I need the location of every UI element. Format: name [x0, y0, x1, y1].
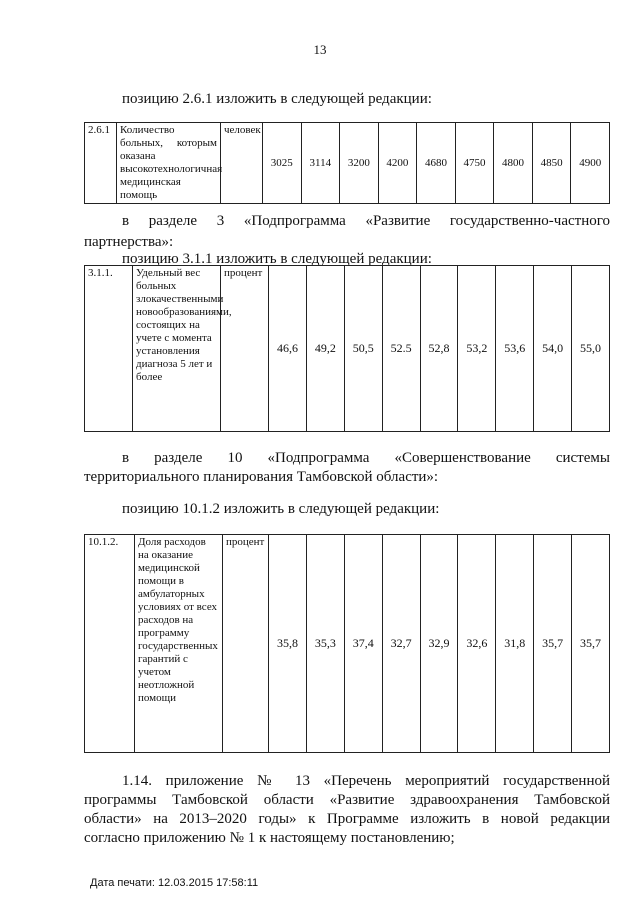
word: 10	[227, 450, 243, 466]
page-number: 13	[313, 42, 327, 57]
value-cell: 3114	[301, 123, 340, 204]
paragraph-section-10-line2: территориального планирования Тамбовской области»:	[84, 469, 439, 485]
paragraph-position-2-6-1: позицию 2.6.1 изложить в следующей редакции:	[122, 91, 432, 107]
value-cell: 49,2	[306, 266, 344, 432]
value-cell: 54,0	[534, 266, 572, 432]
word: «Подпрограмма	[267, 450, 370, 466]
value-cell: 50,5	[344, 266, 382, 432]
value-cell: 55,0	[572, 266, 610, 432]
row-unit: процент	[223, 535, 269, 753]
word: разделе	[154, 450, 203, 466]
word: в	[122, 450, 130, 466]
table-3-1-1	[84, 265, 610, 432]
table-10-1-2	[84, 534, 610, 753]
value-cell: 4900	[571, 123, 610, 204]
word: системы	[555, 450, 610, 466]
row-description: Доля расходов на оказание медицинской помощи в амбулаторных условиях от всех расходов на программу государственных гарантий с учетом неотложной помощи	[135, 535, 223, 753]
value-cell: 32,6	[458, 535, 496, 753]
value-cell: 32,9	[420, 535, 458, 753]
row-unit: человек	[221, 123, 263, 204]
value-cell: 31,8	[496, 535, 534, 753]
word: 3	[216, 213, 225, 229]
row-description: Удельный вес больных злокачественными новообразованиями, состоящих на учете с момента установления диагноза 5 лет и более	[133, 266, 221, 432]
value-cell: 4750	[455, 123, 494, 204]
paragraph-position-10-1-2: позицию 10.1.2 изложить в следующей редакции:	[122, 501, 440, 517]
word: государственно-частного	[449, 213, 610, 229]
row-code: 2.6.1	[85, 123, 117, 204]
value-cell: 53,6	[496, 266, 534, 432]
word: «Совершенствование	[394, 450, 531, 466]
paragraph-section-3-line2: партнерства»:	[84, 234, 174, 250]
table-row	[85, 266, 610, 432]
value-cell: 4680	[417, 123, 456, 204]
value-cell: 4800	[494, 123, 533, 204]
word: в	[122, 213, 130, 229]
value-cell: 53,2	[458, 266, 496, 432]
table-2-6-1	[84, 122, 610, 204]
table-row	[85, 535, 610, 753]
value-cell: 3025	[263, 123, 302, 204]
value-cell: 35,7	[534, 535, 572, 753]
paragraph-1-14-line2: программы Тамбовской области «Развитие здравоохранения Тамбовской	[84, 792, 610, 808]
value-cell: 52.5	[382, 266, 420, 432]
value-cell: 32,7	[382, 535, 420, 753]
word: «Подпрограмма	[243, 213, 346, 229]
paragraph-position-3-1-1: позицию 3.1.1 изложить в следующей редакции:	[122, 251, 432, 267]
value-cell: 52,8	[420, 266, 458, 432]
word: разделе	[148, 213, 198, 229]
value-cell: 35,3	[306, 535, 344, 753]
row-unit: процент	[221, 266, 269, 432]
value-cell: 4200	[378, 123, 417, 204]
word: «Развитие	[365, 213, 431, 229]
row-description: Количество больных, которым оказана высокотехнологичная медицинская помощь	[117, 123, 221, 204]
value-cell: 3200	[340, 123, 379, 204]
value-cell: 46,6	[269, 266, 307, 432]
value-cell: 35,8	[269, 535, 307, 753]
row-code: 10.1.2.	[85, 535, 135, 753]
paragraph-1-14-line1: 1.14. приложение № 13 «Перечень мероприятий государственной	[122, 773, 610, 789]
print-date-footer: Дата печати: 12.03.2015 17:58:11	[90, 877, 259, 889]
value-cell: 35,7	[572, 535, 610, 753]
paragraph-1-14-line3: области» на 2013–2020 годы» к Программе изложить в новой редакции	[84, 811, 610, 827]
paragraph-section-3-line1	[122, 213, 610, 230]
value-cell: 4850	[532, 123, 571, 204]
table-row	[85, 123, 610, 204]
paragraph-section-10-line1	[122, 450, 610, 467]
value-cell: 37,4	[344, 535, 382, 753]
paragraph-1-14-line4: согласно приложению № 1 к настоящему постановлению;	[84, 830, 455, 846]
row-code: 3.1.1.	[85, 266, 133, 432]
